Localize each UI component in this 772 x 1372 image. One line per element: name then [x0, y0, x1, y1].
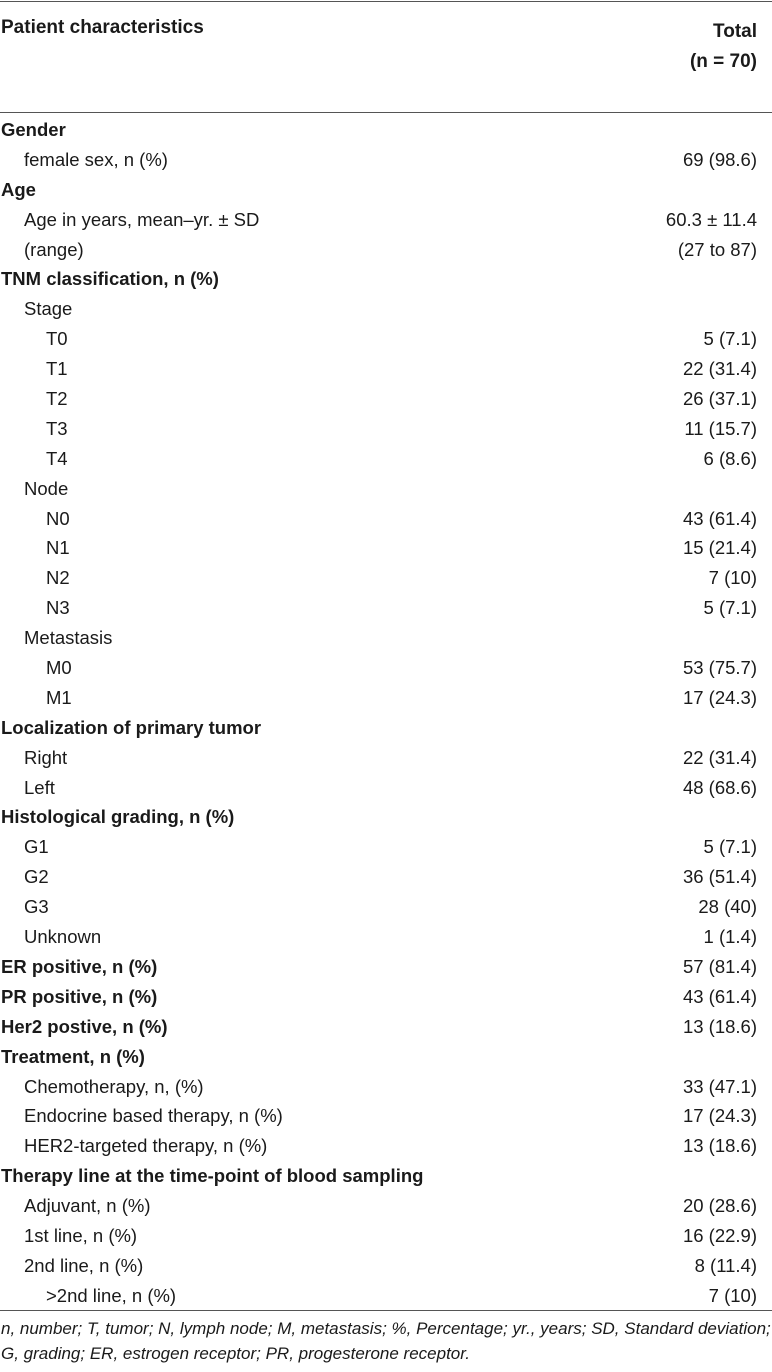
- row-label: Localization of primary tumor: [1, 716, 262, 738]
- row-label: T2: [46, 388, 68, 410]
- row-label: Adjuvant, n (%): [24, 1195, 151, 1217]
- row-label: M0: [46, 657, 72, 679]
- header-total: [690, 17, 757, 77]
- row-label: HER2-targeted therapy, n (%): [24, 1135, 268, 1157]
- table-row: [0, 1252, 772, 1282]
- table-row: [0, 1192, 772, 1222]
- row-value: 20 (28.6): [682, 1195, 757, 1217]
- row-value: 13 (18.6): [682, 1015, 757, 1037]
- table-row: [0, 325, 772, 355]
- row-value: 43 (61.4): [682, 507, 757, 529]
- row-label: G2: [24, 866, 49, 888]
- row-label: N3: [46, 597, 70, 619]
- bottom-rule: [0, 1310, 772, 1311]
- table-row: [0, 1043, 772, 1073]
- table-row: [0, 295, 772, 325]
- row-label: N0: [46, 507, 70, 529]
- row-value: 6 (8.6): [703, 447, 757, 469]
- table-row: [0, 594, 772, 624]
- table-row: [0, 534, 772, 564]
- header-total-n: (n = 70): [689, 51, 757, 72]
- row-value: 11 (15.7): [684, 417, 757, 439]
- row-label: Chemotherapy, n, (%): [24, 1075, 204, 1097]
- table-row: [0, 415, 772, 445]
- row-value: 33 (47.1): [682, 1075, 757, 1097]
- row-label: Therapy line at the time-point of blood sampling: [1, 1165, 424, 1187]
- row-label: G1: [24, 836, 49, 858]
- table-row: [0, 1132, 772, 1162]
- row-label: G3: [24, 896, 49, 918]
- row-label: Age: [1, 178, 36, 200]
- row-label: Right: [24, 746, 68, 768]
- row-value: 28 (40): [698, 896, 757, 918]
- table-row: [0, 475, 772, 505]
- row-label: 2nd line, n (%): [24, 1254, 144, 1276]
- table-row: [0, 564, 772, 594]
- row-value: 22 (31.4): [682, 358, 757, 380]
- row-value: 8 (11.4): [694, 1254, 757, 1276]
- table-row: [0, 1073, 772, 1103]
- row-value: 5 (7.1): [703, 328, 757, 350]
- row-label: Age in years, mean–yr. ± SD: [24, 208, 260, 230]
- table-row: [0, 146, 772, 176]
- row-label: N2: [46, 567, 70, 589]
- row-label: T1: [46, 358, 68, 380]
- row-value: 1 (1.4): [703, 926, 757, 948]
- row-value: 17 (24.3): [682, 1105, 757, 1127]
- row-label: Histological grading, n (%): [1, 806, 235, 828]
- table-row: [0, 1162, 772, 1192]
- row-value: 5 (7.1): [703, 597, 757, 619]
- table-row: [0, 236, 772, 266]
- row-label: 1st line, n (%): [24, 1224, 138, 1246]
- table-row: [0, 684, 772, 714]
- row-label: M1: [46, 686, 72, 708]
- row-label: Left: [24, 776, 55, 798]
- table-row: [0, 803, 772, 833]
- row-value: 15 (21.4): [682, 537, 757, 559]
- row-label: T3: [46, 417, 68, 439]
- table-row: [0, 206, 772, 236]
- table-row: [0, 1102, 772, 1132]
- table-row: [0, 983, 772, 1013]
- table-row: [0, 445, 772, 475]
- row-label: Treatment, n (%): [1, 1045, 145, 1067]
- row-value: 60.3 ± 11.4: [665, 208, 757, 230]
- header-label: Patient characteristics: [1, 17, 204, 38]
- table-row: [0, 923, 772, 953]
- row-label: T4: [46, 447, 68, 469]
- row-label: Unknown: [24, 926, 102, 948]
- header-total-title: Total: [713, 21, 757, 42]
- row-label: >2nd line, n (%): [46, 1284, 177, 1306]
- row-label: Her2 postive, n (%): [1, 1015, 168, 1037]
- table-row: [0, 654, 772, 684]
- row-value: (27 to 87): [677, 238, 757, 260]
- row-label: female sex, n (%): [24, 148, 168, 170]
- row-value: 16 (22.9): [682, 1224, 757, 1246]
- table-row: [0, 176, 772, 206]
- row-value: 36 (51.4): [682, 866, 757, 888]
- row-label: PR positive, n (%): [1, 985, 158, 1007]
- table-header: [0, 0, 772, 112]
- row-value: 69 (98.6): [682, 148, 757, 170]
- table-row: [0, 265, 772, 295]
- row-label: Metastasis: [24, 627, 113, 649]
- table-row: [0, 744, 772, 774]
- row-label: Gender: [1, 119, 66, 140]
- table-row: [0, 355, 772, 385]
- header-rule: [0, 112, 772, 113]
- row-value: 43 (61.4): [682, 985, 757, 1007]
- table-row: [0, 385, 772, 415]
- row-label: N1: [46, 537, 70, 559]
- row-value: 22 (31.4): [682, 746, 757, 768]
- row-label: Node: [24, 477, 69, 499]
- row-label: Endocrine based therapy, n (%): [24, 1105, 283, 1127]
- table-row: [0, 714, 772, 744]
- table-row: [0, 893, 772, 923]
- row-value: 53 (75.7): [682, 657, 757, 679]
- table-row: [0, 774, 772, 804]
- table-row: [0, 833, 772, 863]
- table-row: [0, 953, 772, 983]
- table-row: [0, 116, 772, 146]
- row-value: 17 (24.3): [682, 686, 757, 708]
- row-value: 7 (10): [708, 1284, 757, 1306]
- table-footnote: n, number; T, tumor; N, lymph node; M, metastasis; %, Percentage; yr., years; SD, Standard deviation; G, grading; ER, estrogen receptor; PR, progesterone receptor.: [1, 1319, 771, 1363]
- table-row: [0, 1013, 772, 1043]
- table-row: [0, 1222, 772, 1252]
- row-value: 48 (68.6): [682, 776, 757, 798]
- row-label: T0: [46, 328, 68, 350]
- table-row: [0, 505, 772, 535]
- row-label: TNM classification, n (%): [1, 268, 219, 290]
- row-value: 5 (7.1): [703, 836, 757, 858]
- row-label: ER positive, n (%): [1, 955, 158, 977]
- row-value: 57 (81.4): [682, 955, 757, 977]
- table-row: [0, 624, 772, 654]
- row-value: 7 (10): [708, 567, 757, 589]
- row-label: Stage: [24, 298, 73, 320]
- row-value: 26 (37.1): [682, 388, 757, 410]
- table-row: [0, 863, 772, 893]
- row-value: 13 (18.6): [682, 1135, 757, 1157]
- row-label: (range): [24, 238, 84, 260]
- table-row: [0, 1282, 772, 1312]
- table-body: [0, 116, 772, 1312]
